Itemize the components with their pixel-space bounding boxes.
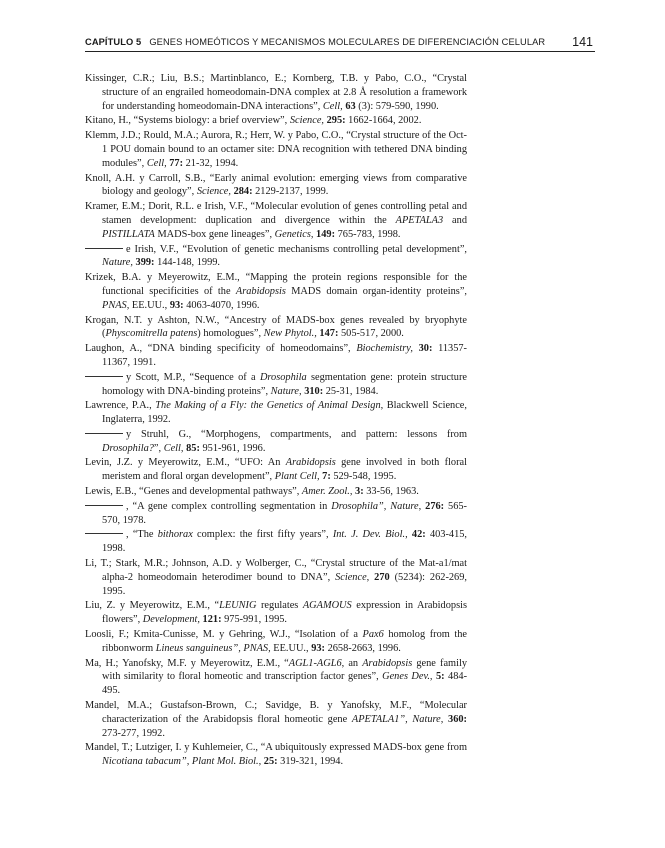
italic-text: AGL1-AGL6 bbox=[288, 657, 342, 669]
volume-number: 149: bbox=[316, 228, 336, 240]
reference-text: 975-991, 1995. bbox=[221, 614, 288, 626]
reference-text: regulates bbox=[256, 600, 303, 612]
reference-text: 273-277, 1992. bbox=[102, 727, 165, 739]
chapter-label: CAPÍTULO 5 bbox=[85, 37, 142, 47]
volume-number: 30: bbox=[418, 343, 433, 355]
repeated-author-dash bbox=[85, 533, 123, 534]
italic-text: Cell, bbox=[163, 442, 184, 454]
italic-text: LEUNIG bbox=[219, 600, 257, 612]
reference-text: y Scott, M.P., “Sequence of a bbox=[126, 371, 260, 383]
reference-entry bbox=[85, 129, 467, 171]
reference-text: 144-148, 1999. bbox=[154, 257, 221, 269]
reference-text: Laughon, A., “DNA binding specificity of homeodomains”, bbox=[85, 343, 357, 355]
reference-text: Klemm, J.D.; Rould, M.A.; Aurora, R.; Herr, W. y Pabo, C.O., “Crystal structure of the Oct-1 POU domain bound to an octamer site: DNA recognition with tethered DNA binding modules”, bbox=[85, 130, 467, 169]
reference-text: EE.UU., bbox=[129, 299, 170, 311]
repeated-author-dash bbox=[85, 376, 123, 377]
reference-text: 505-517, 2000. bbox=[338, 328, 404, 340]
volume-number: 295: bbox=[326, 115, 346, 127]
italic-text: Arabidopsis bbox=[362, 657, 413, 669]
reference-entry bbox=[85, 628, 467, 656]
italic-text: Nature, bbox=[270, 385, 302, 397]
reference-text: 565-570, 1978. bbox=[102, 500, 467, 526]
italic-text: PNAS, bbox=[102, 299, 130, 311]
italic-text: Int. J. Dev. Biol., bbox=[332, 529, 408, 541]
reference-text: 403-415, 1998. bbox=[102, 529, 467, 555]
reference-text: and bbox=[443, 215, 467, 226]
running-header bbox=[85, 37, 595, 52]
italic-text: Biochemistry, bbox=[356, 343, 413, 355]
italic-text: Science, bbox=[335, 571, 370, 583]
reference-text: MADS-box gene lineages”, bbox=[154, 228, 275, 240]
reference-text: e Irish, V.F., “Evolution of genetic mechanisms controlling petal development”, bbox=[126, 243, 467, 255]
reference-text: 33-56, 1963. bbox=[363, 486, 419, 498]
reference-entry bbox=[85, 371, 467, 399]
reference-text: Li, T.; Stark, M.R.; Johnson, A.D. y Wolberger, C., “Crystal structure of the Mat-a1/mat alpha-2 homeodomain heterodimer bound to DNA”, bbox=[85, 557, 467, 583]
reference-text: Kitano, H., “Systems biology: a brief overview”, bbox=[85, 115, 290, 127]
reference-entry bbox=[85, 399, 467, 427]
reference-text: Liu, Z. y Meyerowitz, E.M., “ bbox=[85, 600, 220, 612]
italic-text: Nature, bbox=[102, 257, 133, 269]
volume-number: 284: bbox=[233, 186, 253, 198]
italic-text: Physcomitrella patens bbox=[105, 328, 198, 340]
reference-text: ) homologues”, bbox=[197, 328, 264, 340]
reference-entry bbox=[85, 172, 467, 200]
reference-entry bbox=[85, 528, 467, 556]
reference-text: MADS domain organ-identity proteins”, bbox=[285, 286, 467, 297]
volume-number: 25: bbox=[263, 756, 278, 768]
volume-number: 77: bbox=[169, 157, 184, 169]
reference-list bbox=[85, 72, 467, 770]
reference-text: 1662-1664, 2002. bbox=[345, 115, 422, 127]
reference-text: Lewis, E.B., “Genes and developmental pathways”, bbox=[85, 486, 302, 498]
italic-text: Cell, bbox=[322, 100, 343, 112]
reference-entry bbox=[85, 699, 467, 741]
italic-text: APETALA1”, Nature, bbox=[351, 713, 444, 725]
italic-text: Plant Cell, bbox=[274, 471, 320, 483]
reference-text: Blackwell Science, Inglaterra, 1992. bbox=[102, 400, 467, 426]
reference-entry bbox=[85, 243, 467, 271]
italic-text: bithorax bbox=[157, 529, 193, 541]
volume-number: 7: bbox=[322, 471, 331, 483]
repeated-author-dash bbox=[85, 505, 123, 506]
volume-number: 85: bbox=[186, 442, 200, 454]
italic-text: Development, bbox=[142, 614, 200, 626]
reference-entry bbox=[85, 114, 467, 128]
volume-number: 93: bbox=[311, 642, 325, 654]
reference-text: 25-31, 1984. bbox=[323, 385, 379, 397]
reference-text: 951-961, 1996. bbox=[199, 442, 266, 454]
italic-text: Science, bbox=[289, 115, 324, 127]
italic-text: Lineus sanguineus”, PNAS, bbox=[155, 642, 271, 654]
reference-text: complex: the first fifty years”, bbox=[192, 529, 333, 541]
reference-text: Krizek, B.A. y Meyerowitz, E.M., “Mapping the protein regions responsible for the functional specificities of the bbox=[85, 272, 467, 297]
reference-text: Kissinger, C.R.; Liu, B.S.; Martinblanco, E.; Kornberg, T.B. y Pabo, C.O., “Crystal structure of an engrailed homeodomain-DNA complex at 2.8 Å resolution a framework for understanding homeodomain-DNA interactions”, bbox=[85, 73, 467, 112]
reference-text: Krogan, N.T. y Ashton, N.W., “Ancestry of MADS-box genes revealed by bryophyte ( bbox=[85, 314, 467, 340]
reference-text: 11357-11367, 1991. bbox=[102, 343, 467, 368]
reference-text: 765-783, 1998. bbox=[335, 228, 401, 240]
reference-text: Ma, H.; Yanofsky, M.F. y Meyerowitz, E.M., “ bbox=[85, 657, 289, 669]
italic-text: Arabidopsis bbox=[235, 286, 286, 297]
italic-text: Amer. Zool., bbox=[301, 486, 353, 498]
reference-text: , an bbox=[341, 657, 363, 669]
chapter-title: GENES HOMEÓTICOS Y MECANISMOS MOLECULARES DE DIFERENCIACIÓN CELULAR bbox=[149, 37, 546, 47]
reference-text: 2129-2137, 1999. bbox=[252, 186, 329, 198]
italic-text: Drosophila”, Nature, bbox=[331, 500, 422, 512]
volume-number: 3: bbox=[355, 486, 364, 498]
reference-text: Lawrence, P.A., bbox=[85, 400, 156, 412]
italic-text: The Making of a Fly: the Genetics of Animal Design, bbox=[155, 400, 384, 412]
reference-text: (3): 579-590, 1990. bbox=[355, 100, 439, 112]
reference-text: , “The bbox=[126, 529, 158, 541]
italic-text: Nicotiana tabacum”, Plant Mol. Biol., bbox=[102, 756, 262, 768]
reference-entry bbox=[85, 72, 467, 114]
italic-text: New Phytol., bbox=[263, 328, 317, 340]
reference-text: 4063-4070, 1996. bbox=[183, 299, 260, 311]
italic-text: Drosophila? bbox=[102, 442, 154, 454]
reference-text: Knoll, A.H. y Carroll, S.B., “Early animal evolution: emerging views from comparative biology and geology”, bbox=[85, 172, 467, 198]
reference-entry bbox=[85, 271, 467, 313]
reference-text: expression in Arabidopsis flowers”, bbox=[102, 600, 467, 626]
reference-text: 319-321, 1994. bbox=[277, 756, 344, 768]
volume-number: 5: bbox=[435, 671, 445, 683]
reference-text: , “A gene complex controlling segmentation in bbox=[126, 500, 332, 512]
italic-text: APETALA3 bbox=[395, 215, 444, 226]
italic-text: Genetics, bbox=[274, 228, 314, 240]
reference-text: (5234): 262-269, 1995. bbox=[102, 571, 467, 597]
reference-entry bbox=[85, 314, 467, 342]
reference-entry bbox=[85, 741, 467, 769]
italic-text: PISTILLATA bbox=[102, 228, 155, 240]
italic-text: Cell, bbox=[146, 157, 167, 169]
italic-text: AGAMOUS bbox=[302, 600, 352, 612]
chapter-heading bbox=[85, 37, 545, 47]
volume-number: 147: bbox=[319, 328, 339, 340]
reference-entry bbox=[85, 200, 467, 242]
reference-text: y Struhl, G., “Morphogens, compartments, and pattern: lessons from bbox=[126, 428, 467, 440]
reference-entry bbox=[85, 485, 467, 499]
reference-text: gene involved in both floral meristem and floral organ development”, bbox=[102, 457, 467, 483]
volume-number: 310: bbox=[304, 385, 324, 397]
italic-text: Arabidopsis bbox=[285, 457, 336, 469]
reference-entry bbox=[85, 428, 467, 456]
volume-number: 121: bbox=[202, 614, 222, 626]
volume-number: 399: bbox=[135, 257, 155, 269]
volume-number: 276: bbox=[425, 500, 445, 512]
italic-text: Science, bbox=[196, 186, 231, 198]
reference-text: Levin, J.Z. y Meyerowitz, E.M., “UFO: An bbox=[85, 457, 286, 469]
repeated-author-dash bbox=[85, 433, 123, 434]
reference-text: segmentation gene: protein structure homology with DNA-binding proteins”, bbox=[102, 371, 468, 397]
volume-number: 93: bbox=[169, 299, 184, 311]
reference-entry bbox=[85, 657, 467, 699]
reference-text: 529-548, 1995. bbox=[330, 471, 397, 483]
reference-entry bbox=[85, 342, 467, 370]
reference-text: Mandel, M.A.; Gustafson-Brown, C.; Savidge, B. y Yanofsky, M.F., “Molecular characterization of the Arabidopsis floral homeotic gene bbox=[85, 699, 467, 725]
reference-text: Mandel, T.; Lutziger, I. y Kuhlemeier, C., “A ubiquitously expressed MADS-box gene from bbox=[85, 742, 467, 754]
reference-text: 2658-2663, 1996. bbox=[325, 642, 401, 654]
italic-text: Drosophila bbox=[259, 371, 307, 383]
reference-text: EE.UU., bbox=[270, 642, 312, 654]
reference-text: gene family with similarity to floral homeotic and transcription factor genes”, bbox=[102, 657, 467, 683]
volume-number: 63 bbox=[345, 100, 356, 112]
volume-number: 42: bbox=[411, 529, 426, 541]
reference-text: ”, bbox=[153, 442, 164, 454]
reference-text: Loosli, F.; Kmita-Cunisse, M. y Gehring, W.J., “Isolation of a bbox=[85, 628, 363, 640]
italic-text: Genes Dev., bbox=[382, 671, 433, 683]
reference-entry bbox=[85, 557, 467, 599]
reference-text: 484-495. bbox=[102, 671, 468, 697]
volume-number: 360: bbox=[448, 713, 467, 725]
repeated-author-dash bbox=[85, 248, 123, 249]
reference-entry bbox=[85, 599, 467, 627]
volume-number: 270 bbox=[374, 571, 390, 583]
page-number: 141 bbox=[572, 35, 593, 49]
reference-text: 21-32, 1994. bbox=[183, 157, 239, 169]
italic-text: Pax6 bbox=[362, 628, 384, 640]
reference-text: homolog from the ribbonworm bbox=[102, 628, 468, 654]
reference-entry bbox=[85, 500, 467, 528]
reference-entry bbox=[85, 456, 467, 484]
reference-text: Kramer, E.M.; Dorit, R.L. e Irish, V.F., “Molecular evolution of genes controlling petal and stamen development: duplication and divergence within the bbox=[85, 201, 467, 226]
